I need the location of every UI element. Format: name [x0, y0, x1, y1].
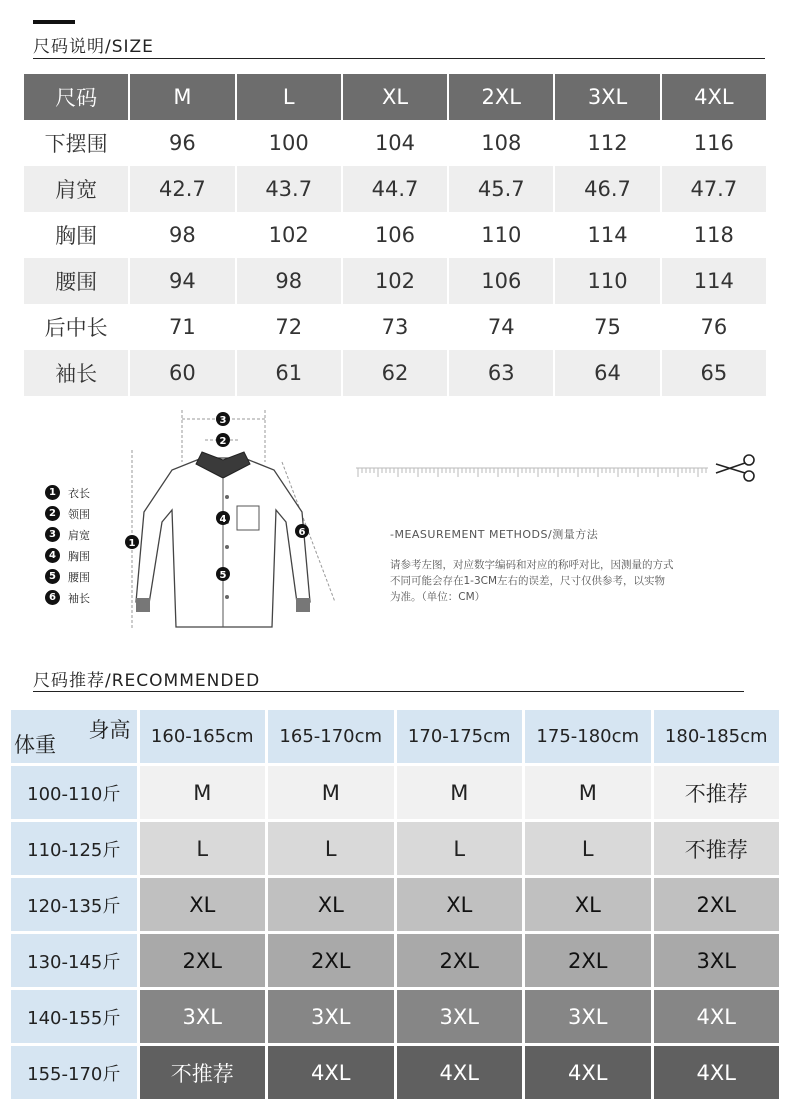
marker-2-label: 2 [219, 436, 227, 447]
corner-height-label: 身高 [88, 718, 131, 742]
size-value-cell: 46.7 [555, 166, 659, 212]
size-value-cell: 61 [237, 350, 341, 396]
recommended-size-cell: 2XL [525, 934, 651, 987]
size-value-cell: 104 [343, 120, 447, 166]
recommended-size-cell: M [525, 766, 651, 819]
recommended-size-cell: 2XL [268, 934, 394, 987]
weight-row [11, 934, 779, 987]
size-value-cell: 116 [662, 120, 766, 166]
header-accent-bar [33, 20, 75, 24]
weight-row [11, 878, 779, 931]
size-row-label: 肩宽 [24, 166, 128, 212]
recommended-size-cell: 3XL [525, 990, 651, 1043]
size-section-title: 尺码说明/SIZE [33, 37, 154, 57]
size-value-cell: 110 [555, 258, 659, 304]
weight-row [11, 1046, 779, 1099]
size-value-cell: 112 [555, 120, 659, 166]
legend-label: 领围 [68, 507, 90, 521]
recommended-size-cell: 3XL [397, 990, 523, 1043]
marker-5-label: 5 [219, 570, 227, 581]
measurement-note-line: 请参考左图，对应数字编码和对应的称呼对比，因测量的方式 [390, 559, 674, 571]
size-section-header [33, 20, 154, 57]
size-row-label: 袖长 [24, 350, 128, 396]
size-header-xl: XL [343, 74, 447, 120]
size-value-cell: 106 [343, 212, 447, 258]
size-value-cell: 110 [449, 212, 553, 258]
recommended-size-cell: L [268, 822, 394, 875]
size-value-cell: 45.7 [449, 166, 553, 212]
recommended-size-cell: 2XL [140, 934, 266, 987]
scissors-icon [716, 455, 754, 481]
recommended-size-cell: XL [525, 878, 651, 931]
size-table [22, 74, 768, 396]
size-value-cell: 73 [343, 304, 447, 350]
size-value-cell: 118 [662, 212, 766, 258]
weight-row [11, 990, 779, 1043]
recommended-size-cell: 4XL [654, 1046, 780, 1099]
legend-item-waist [45, 566, 90, 587]
legend-num: 3 [45, 527, 60, 542]
legend-num: 6 [45, 590, 60, 605]
size-header-label: 尺码 [24, 74, 128, 120]
recommended-size-cell: 4XL [525, 1046, 651, 1099]
size-value-cell: 63 [449, 350, 553, 396]
table-corner-cell [11, 710, 137, 763]
recommended-size-cell: L [525, 822, 651, 875]
recommended-size-cell: 不推荐 [654, 822, 780, 875]
recommended-section-title: 尺码推荐/RECOMMENDED [33, 671, 261, 691]
size-value-cell: 44.7 [343, 166, 447, 212]
size-row-label: 胸围 [24, 212, 128, 258]
legend-label: 衣长 [68, 486, 90, 500]
height-header: 170-175cm [397, 710, 523, 763]
recommended-size-cell: L [397, 822, 523, 875]
recommended-size-cell: 2XL [397, 934, 523, 987]
recommended-size-cell: XL [268, 878, 394, 931]
recommended-size-cell: M [397, 766, 523, 819]
legend-label: 肩宽 [68, 528, 90, 542]
size-value-cell: 43.7 [237, 166, 341, 212]
marker-3-label: 3 [219, 415, 227, 426]
height-header-row [11, 710, 779, 763]
size-value-cell: 62 [343, 350, 447, 396]
size-value-cell: 106 [449, 258, 553, 304]
weight-range-label: 110-125斤 [11, 822, 137, 875]
size-value-cell: 74 [449, 304, 553, 350]
legend-item-shoulder [45, 524, 90, 545]
height-header: 160-165cm [140, 710, 266, 763]
size-row-label: 下摆围 [24, 120, 128, 166]
recommended-size-cell: 2XL [654, 878, 780, 931]
legend-num: 1 [45, 485, 60, 500]
recommended-size-cell: 3XL [140, 990, 266, 1043]
tape-measure-icon [356, 452, 760, 488]
size-header-m: M [130, 74, 234, 120]
weight-range-label: 120-135斤 [11, 878, 137, 931]
weight-range-label: 155-170斤 [11, 1046, 137, 1099]
legend-label: 胸围 [68, 549, 90, 563]
legend-num: 4 [45, 548, 60, 563]
size-header-3xl: 3XL [555, 74, 659, 120]
height-header: 165-170cm [268, 710, 394, 763]
size-header-4xl: 4XL [662, 74, 766, 120]
measurement-legend [45, 482, 90, 608]
size-row-label: 腰围 [24, 258, 128, 304]
legend-item-chest [45, 545, 90, 566]
recommended-size-cell: 不推荐 [654, 766, 780, 819]
size-value-cell: 42.7 [130, 166, 234, 212]
size-value-cell: 108 [449, 120, 553, 166]
size-value-cell: 64 [555, 350, 659, 396]
weight-range-label: 140-155斤 [11, 990, 137, 1043]
legend-label: 袖长 [68, 591, 90, 605]
size-value-cell: 100 [237, 120, 341, 166]
weight-row [11, 766, 779, 819]
size-value-cell: 75 [555, 304, 659, 350]
size-header-2xl: 2XL [449, 74, 553, 120]
marker-6-label: 6 [298, 527, 306, 538]
size-table-row [24, 258, 766, 304]
recommended-size-cell: 4XL [397, 1046, 523, 1099]
size-value-cell: 102 [343, 258, 447, 304]
weight-range-label: 100-110斤 [11, 766, 137, 819]
size-value-cell: 114 [662, 258, 766, 304]
measurement-note-line: 为准。（单位：CM） [390, 591, 486, 603]
recommended-size-cell: XL [397, 878, 523, 931]
legend-item-length [45, 482, 90, 503]
recommended-section-header [33, 666, 260, 691]
legend-label: 腰围 [68, 570, 90, 584]
size-value-cell: 71 [130, 304, 234, 350]
size-table-row [24, 166, 766, 212]
marker-4-label: 4 [219, 514, 227, 525]
size-value-cell: 47.7 [662, 166, 766, 212]
recommended-size-cell: 4XL [654, 990, 780, 1043]
recommended-size-cell: 4XL [268, 1046, 394, 1099]
size-row-label: 后中长 [24, 304, 128, 350]
legend-num: 2 [45, 506, 60, 521]
recommended-size-cell: 3XL [268, 990, 394, 1043]
size-table-row [24, 212, 766, 258]
size-table-row [24, 120, 766, 166]
size-section-divider [33, 58, 765, 59]
height-header: 180-185cm [654, 710, 780, 763]
size-table-row [24, 350, 766, 396]
measurement-note [390, 557, 730, 605]
marker-1-label: 1 [128, 538, 136, 549]
legend-item-sleeve [45, 587, 90, 608]
size-value-cell: 94 [130, 258, 234, 304]
size-value-cell: 65 [662, 350, 766, 396]
size-table-row [24, 304, 766, 350]
size-value-cell: 72 [237, 304, 341, 350]
size-header-l: L [237, 74, 341, 120]
recommended-size-cell: M [140, 766, 266, 819]
legend-num: 5 [45, 569, 60, 584]
measurement-note-line: 不同可能会存在1-3CM左右的误差，尺寸仅供参考，以实物 [390, 575, 666, 587]
size-value-cell: 60 [130, 350, 234, 396]
recommended-size-cell: M [268, 766, 394, 819]
size-value-cell: 96 [130, 120, 234, 166]
measurement-methods-title: -MEASUREMENT METHODS/测量方法 [390, 528, 599, 541]
size-value-cell: 98 [237, 258, 341, 304]
size-table-header-row [24, 74, 766, 120]
size-value-cell: 76 [662, 304, 766, 350]
recommended-size-cell: L [140, 822, 266, 875]
weight-row [11, 822, 779, 875]
size-value-cell: 114 [555, 212, 659, 258]
corner-weight-label: 体重 [14, 733, 56, 757]
height-header: 175-180cm [525, 710, 651, 763]
recommended-section-divider [33, 691, 744, 692]
legend-item-collar [45, 503, 90, 524]
weight-range-label: 130-145斤 [11, 934, 137, 987]
size-value-cell: 98 [130, 212, 234, 258]
recommended-size-cell: 3XL [654, 934, 780, 987]
recommended-size-table [8, 707, 782, 1102]
recommended-size-cell: 不推荐 [140, 1046, 266, 1099]
recommended-size-cell: XL [140, 878, 266, 931]
size-value-cell: 102 [237, 212, 341, 258]
